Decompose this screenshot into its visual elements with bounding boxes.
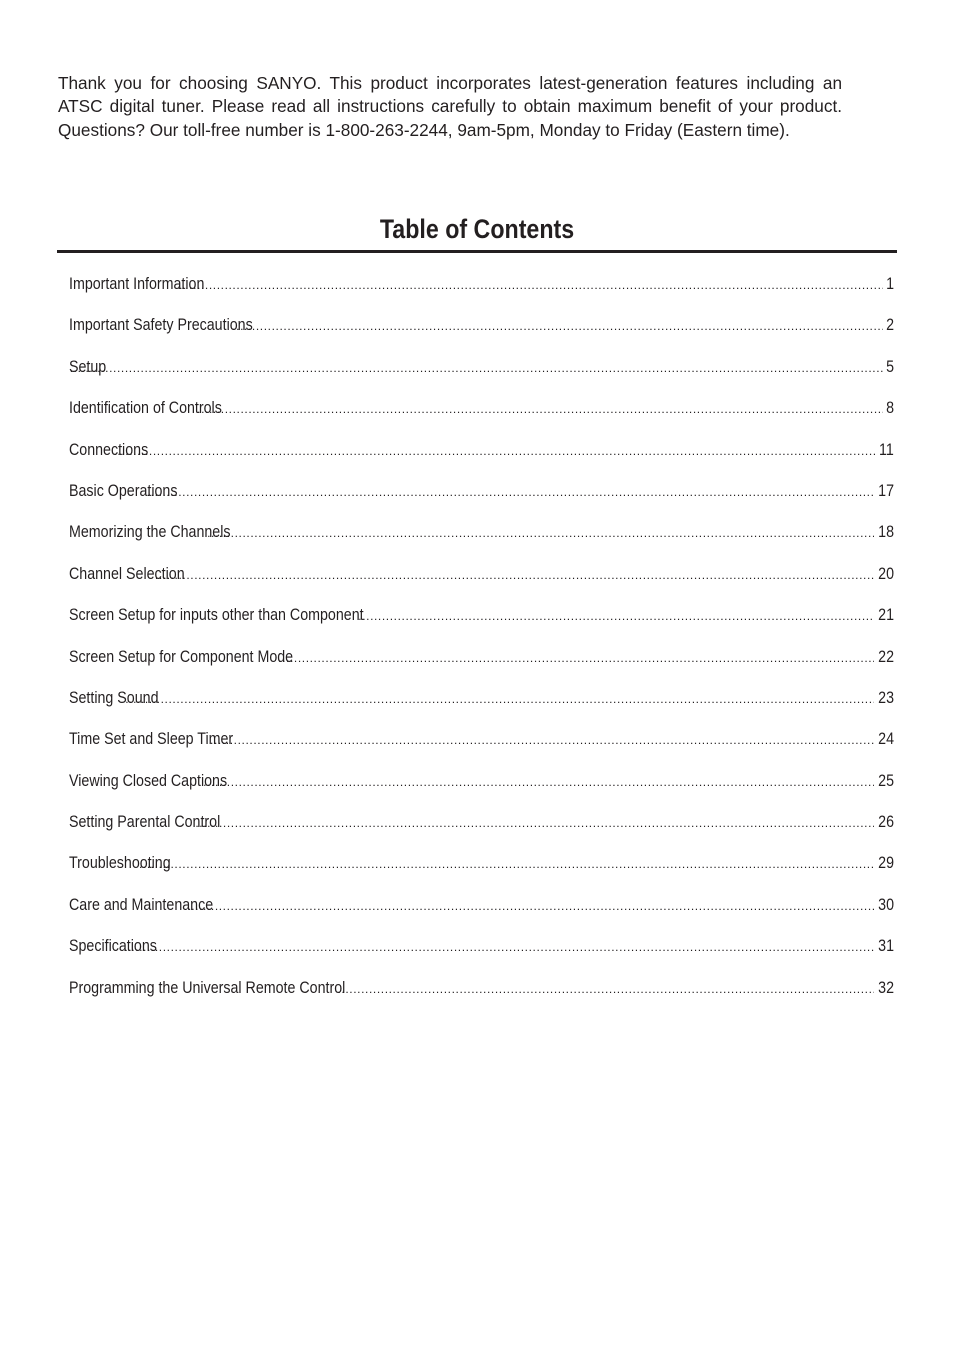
toc-dot-leader [278,644,874,672]
toc-entry-label: Basic Operations [69,481,178,500]
toc-entry-page: 18 [878,523,894,542]
toc-entry-programming-universal-remote[interactable] [69,974,894,1015]
toc-dot-leader [195,809,874,837]
toc-entry-page: 30 [878,895,894,914]
toc-dot-leader [337,975,874,1003]
toc-entry-page: 21 [878,606,894,625]
toc-entry-label: Troubleshooting [69,854,171,873]
toc-dot-leader [147,478,874,506]
toc-dot-leader [125,685,874,713]
toc-entry-page: 25 [878,771,894,790]
toc-entry-troubleshooting[interactable] [69,849,894,890]
toc-dot-leader [232,312,883,340]
toc-dot-leader [358,602,874,630]
toc-entry-memorizing-the-channels[interactable] [69,518,894,559]
toc-entry-label: Setting Parental Control [69,813,221,832]
toc-dot-leader [155,561,874,589]
toc-entry-specifications[interactable] [69,932,894,973]
intro-paragraph: Thank you for choosing SANYO. This product incorporates latest-generation features including an ATSC digital tuner. Please read all instructions carefully to obtain maximum benefit of your product. Questions? Our toll-free number is 1-800-263-2244, 9am-5pm, Monday to Friday (Eastern time). [58,73,842,140]
toc-entry-page: 5 [886,357,894,376]
toc-entry-setting-parental-control[interactable] [69,808,894,849]
toc-entry-page: 20 [878,564,894,583]
toc-list [69,270,894,1015]
toc-entry-screen-setup-other-inputs[interactable] [69,601,894,642]
toc-entry-label: Programming the Universal Remote Control [69,978,346,997]
toc-entry-page: 29 [878,854,894,873]
toc-entry-channel-selection[interactable] [69,560,894,601]
toc-entry-label: Viewing Closed Captions [69,771,228,790]
toc-dot-leader [203,768,874,796]
toc-entry-setup[interactable] [69,353,894,394]
toc-entry-label: Setup [69,357,107,376]
toc-dot-leader [210,726,874,754]
toc-dot-leader [187,892,874,920]
toc-entry-page: 26 [878,813,894,832]
toc-entry-label: Setting Sound [69,688,159,707]
toc-entry-label: Specifications [69,937,157,956]
toc-entry-page: 1 [886,275,894,293]
toc-entry-connections[interactable] [69,436,894,477]
toc-entry-viewing-closed-captions[interactable] [69,767,894,808]
toc-entry-page: 11 [879,440,894,459]
toc-entry-setting-sound[interactable] [69,684,894,725]
toc-dot-leader [69,354,883,382]
toc-entry-page: 8 [886,399,894,418]
toc-entry-basic-operations[interactable] [69,477,894,518]
toc-entry-label: Important Safety Precautions [69,316,253,335]
toc-dot-leader [207,519,874,547]
toc-entry-label: Channel Selection [69,564,185,583]
toc-dot-leader [139,850,874,878]
toc-entry-label: Important Information [69,275,205,293]
toc-entry-page: 32 [878,978,894,997]
toc-entry-label: Care and Maintenance [69,895,214,914]
toc-entry-label: Screen Setup for Component Mode [69,647,294,666]
toc-entry-important-safety-precautions[interactable] [69,311,894,352]
toc-entry-time-set-sleep-timer[interactable] [69,725,894,766]
toc-dot-leader [123,933,874,961]
toc-entry-page: 2 [886,316,894,335]
toc-entry-label: Time Set and Sleep Timer [69,730,234,749]
toc-entry-label: Screen Setup for inputs other than Component [69,606,364,625]
toc-entry-page: 17 [878,481,894,500]
toc-entry-important-information[interactable] [69,270,894,311]
toc-dot-leader [197,395,883,423]
toc-entry-page: 22 [878,647,894,666]
toc-entry-page: 23 [878,688,894,707]
toc-entry-page: 24 [878,730,894,749]
toc-entry-care-and-maintenance[interactable] [69,891,894,932]
toc-divider [57,250,897,253]
toc-entry-screen-setup-component-mode[interactable] [69,643,894,684]
toc-entry-label: Connections [69,440,149,459]
toc-title: Table of Contents [379,214,575,244]
toc-entry-label: Memorizing the Channels [69,523,231,542]
toc-dot-leader [114,437,876,465]
toc-dot-leader [177,271,883,299]
toc-entry-page: 31 [878,937,894,956]
toc-entry-label: Identification of Controls [69,399,222,418]
toc-entry-identification-of-controls[interactable] [69,394,894,435]
